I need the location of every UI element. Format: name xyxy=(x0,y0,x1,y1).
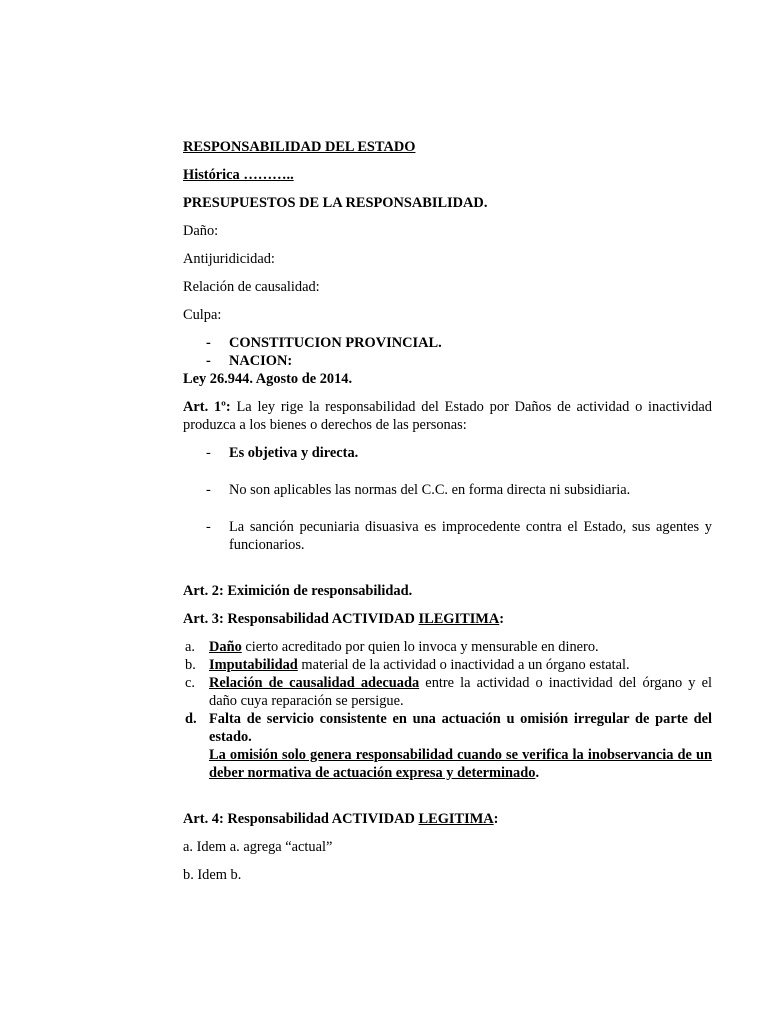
art1-label: Art. 1º: xyxy=(183,399,231,415)
dano-label: Daño: xyxy=(183,223,219,239)
list-item: c. Relación de causalidad adecuada entre la actividad o inactividad del órgano y el daño cuya reparación se persigue. xyxy=(185,675,712,709)
list-item: - No son aplicables las normas del C.C. en forma directa ni subsidiaria. xyxy=(206,482,631,498)
list-item: - Es objetiva y directa. xyxy=(206,445,359,461)
list-item: d. Falta de servicio consistente en una actuación u omisión irregular de parte del estado. La omisión solo genera responsabilidad cuando se verifica la inobservancia de un deber normativa de actuación expresa y determinado. xyxy=(185,711,712,781)
art4-heading: Art. 4: Responsabilidad ACTIVIDAD LEGITIMA: xyxy=(183,811,499,827)
list-item: a. Daño cierto acreditado por quien lo invoca y mensurable en dinero. xyxy=(185,639,599,655)
constitucion-list xyxy=(183,334,712,370)
document-title: RESPONSABILIDAD DEL ESTADO xyxy=(183,139,416,155)
document-body xyxy=(183,138,712,884)
list-item: - La sanción pecuniaria disuasiva es improcedente contra el Estado, sus agentes y funcionarios. xyxy=(206,519,712,553)
art1-text: La ley rige la responsabilidad del Estado por Daños de actividad o inactividad produzca a los bienes o derechos de las personas: xyxy=(183,399,712,433)
list-item: - CONSTITUCION PROVINCIAL. xyxy=(206,335,442,351)
culpa-label: Culpa: xyxy=(183,307,222,323)
list-item: b. Imputabilidad material de la actividad o inactividad a un órgano estatal. xyxy=(185,657,630,673)
presupuestos-heading: PRESUPUESTOS DE LA RESPONSABILIDAD. xyxy=(183,195,488,211)
list-item: - NACION: xyxy=(206,353,293,369)
art3-heading: Art. 3: Responsabilidad ACTIVIDAD ILEGITIMA: xyxy=(183,611,505,627)
art1-characteristics-list xyxy=(183,444,712,554)
art3-requirements-list xyxy=(183,638,712,782)
idem-b-line: b. Idem b. xyxy=(183,867,242,883)
idem-a-line: a. Idem a. agrega “actual” xyxy=(183,839,333,855)
historica-heading: Histórica ……….. xyxy=(183,167,294,183)
antijuridicidad-label: Antijuridicidad: xyxy=(183,251,275,267)
art2-heading: Art. 2: Eximición de responsabilidad. xyxy=(183,583,413,599)
art1-paragraph xyxy=(183,398,712,434)
ley-heading: Ley 26.944. Agosto de 2014. xyxy=(183,371,353,387)
relacion-label: Relación de causalidad: xyxy=(183,279,320,295)
